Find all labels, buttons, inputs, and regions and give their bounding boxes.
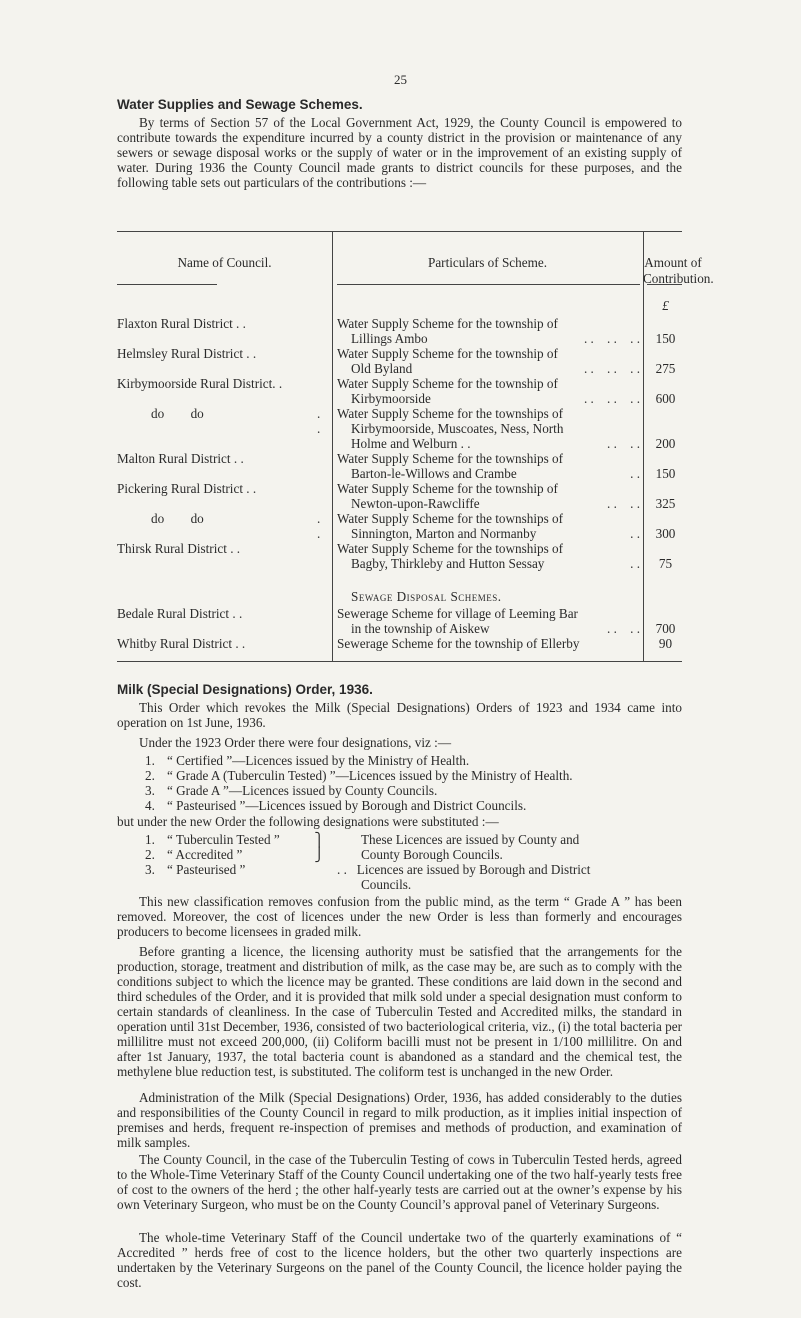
water-intro: By terms of Section 57 of the Local Government Act, 1929, the County Council is empowered to contribute towards the expenditure incurred by a county district in the provision or maintenance of any sewers or sewage disposal works or the supply of water or in the improvement of an existing supply of water. During 1936 the County Council made grants to district councils for these purposes, and the following table sets out particulars of the contributions :— [117,115,682,190]
table-row-name: Bedale Rural District . . [117,606,243,621]
table-row-name: Pickering Rural District . . [117,481,257,496]
table-row-name: do do . . [151,511,321,541]
particulars-line: Water Supply Scheme for the townships of [337,406,564,421]
header-name: Name of Council. [177,255,272,270]
table-row-amount: 200 [655,436,676,451]
particulars-line: Newton-upon-Rawcliffe . . . . [351,496,640,511]
column-divider-1 [332,231,333,661]
table-top-rule [117,231,682,232]
particulars-line: Barton-le-Willows and Crambe . . [351,466,640,481]
currency-symbol: £ [662,298,669,313]
milk-paragraph-6: Administration of the Milk (Special Designations) Order, 1936, has added considerably to the duties and responsibilities of the County Council in regard to milk production, as it implies initial inspection of premises and herds, frequent re-inspection of premises and methods of production, and examination of milk samples. [117,1090,682,1150]
table-row-amount: 90 [658,636,673,651]
particulars-line: Kirbymoorside, Muscoates, Ness, North [351,421,564,436]
table-row-particulars [337,511,640,541]
table-row-amount: 700 [655,621,676,636]
list-item: 2. “ Accredited ” ⎭ County Borough Councils. [145,847,503,862]
particulars-line: Water Supply Scheme for the townships of [337,451,564,466]
milk-paragraph-2: Under the 1923 Order there were four designations, viz :— [139,735,452,750]
header-particulars: Particulars of Scheme. [427,255,548,270]
table-row-amount: 150 [655,331,676,346]
table-row-particulars [337,406,640,451]
list-item: 3. “ Pasteurised ” . . Licences are issued by Borough and District [145,862,591,877]
table-row-amount: 150 [655,466,676,481]
water-heading: Water Supplies and Sewage Schemes. [117,97,363,112]
table-bottom-rule [117,661,682,662]
table-row-amount: 600 [655,391,676,406]
table-row-particulars [337,376,640,406]
particulars-line: Sewerage Scheme for village of Leeming Bar [337,606,578,621]
table-row-particulars [337,316,640,346]
table-row-particulars [337,346,640,376]
particulars-line: Old Byland . . . . . . [351,361,640,376]
list-item: 2. “ Grade A (Tuberculin Tested) ”—Licences issued by the Ministry of Health. [145,768,573,783]
table-row-amount: 275 [655,361,676,376]
particulars-line: Water Supply Scheme for the townships of [337,541,564,556]
milk-paragraph-3: but under the new Order the following designations were substituted :— [117,814,499,829]
table-row-particulars [337,541,640,571]
particulars-line: Water Supply Scheme for the township of [337,316,558,331]
table-row-particulars [337,606,640,636]
table-row-name: Thirsk Rural District . . [117,541,241,556]
old-designations-list [145,753,573,813]
list-item: Councils. [361,877,412,892]
milk-paragraph-7: The County Council, in the case of the Tuberculin Testing of cows in Tuberculin Tested herds, agreed to the Whole-Time Veterinary Staff of the County Council undertaking one of the two half-yearly tests free of cost to the owners of the herd ; the other half-yearly tests are carried out at the owner’s expense by his own Veterinary Surgeon, who must be on the County Council’s approval panel of Veterinary Surgeons. [117,1152,682,1212]
header-rule-left [117,284,217,285]
list-item: 3. “ Grade A ”—Licences issued by County Councils. [145,783,438,798]
particulars-line: Kirbymoorside . . . . . . [351,391,640,406]
table-row-name: Kirbymoorside Rural District. . [117,376,283,391]
particulars-line: Water Supply Scheme for the townships of [337,511,564,526]
particulars-line: Bagby, Thirkleby and Hutton Sessay . . [351,556,640,571]
table-row-amount: 75 [658,556,673,571]
milk-paragraph-1: This Order which revokes the Milk (Special Designations) Orders of 1923 and 1934 came into operation on 1st June, 1936. [117,700,682,730]
particulars-line: Sewerage Scheme for the township of Ellerby [337,636,580,651]
table-row-name: Whitby Rural District . . [117,636,246,651]
particulars-line: Water Supply Scheme for the township of [337,346,558,361]
particulars-line: in the township of Aiskew . . . . [351,621,640,636]
header-rule-mid [337,284,640,285]
table-row-name: Flaxton Rural District . . [117,316,246,331]
milk-paragraph-8: The whole-time Veterinary Staff of the Council undertake two of the quarterly examinations of “ Accredited ” herds free of cost to the licence holders, but the other two quarterly inspections are undertaken by the Veterinary Surgeons on the panel of the County Council, the licence holder paying the cost. [117,1230,682,1290]
table-row-amount: 325 [655,496,676,511]
sewage-heading: Sewage Disposal Schemes. [351,589,502,604]
table-row-name: Malton Rural District . . [117,451,244,466]
contributions-table [117,231,714,661]
header-amount: Amount of Contribution. [643,255,714,286]
table-row-amount: 300 [655,526,676,541]
particulars-line: Water Supply Scheme for the township of [337,376,558,391]
table-row-name: do do . . [151,406,321,436]
particulars-line: Holme and Welburn . . . . . . [351,436,640,451]
milk-paragraph-4: This new classification removes confusion from the public mind, as the term “ Grade A ” has been removed. Moreover, the cost of licences under the new Order is less than formerly and encourages producers to become licensees in graded milk. [117,894,682,939]
particulars-line: Lillings Ambo . . . . . . [351,331,640,346]
page-number: 25 [394,72,407,87]
list-item: 4. “ Pasteurised ”—Licences issued by Borough and District Councils. [145,798,527,813]
new-designations-list [145,832,682,892]
table-row-name: Helmsley Rural District . . [117,346,257,361]
table-row-particulars [337,481,640,511]
table-row-particulars [337,451,640,481]
particulars-line: Sinnington, Marton and Normanby . . [351,526,640,541]
list-item: 1. “ Tuberculin Tested ” ⎫ These Licences are issued by County and [145,832,580,847]
table-row-particulars [337,636,640,651]
milk-heading: Milk (Special Designations) Order, 1936. [117,682,373,697]
list-item: 1. “ Certified ”—Licences issued by the Ministry of Health. [145,753,470,768]
column-divider-2 [643,231,644,661]
milk-paragraph-5: Before granting a licence, the licensing authority must be satisfied that the arrangements for the production, storage, treatment and distribution of milk, as the case may be, are such as to comply with the conditions subject to which the licence may be granted. These conditions are laid down in the second and third schedules of the Order, and it is provided that milk sold under a special designation must conform to certain standards of cleanliness. In the case of Tuberculin Tested and Accredited milks, the standard in operation until 31st December, 1936, consisted of two bacteriological criteria, viz., (i) the total bacteria per millilitre must not exceed 200,000, (ii) Coliform bacilli must not be present in 1/100 millilitre. On and after 1st January, 1937, the total bacteria count is abandoned as a standard and the chemical test, the methylene blue reduction test, is substituted. The coliform test is unchanged in the new Order. [117,944,682,1079]
particulars-line: Water Supply Scheme for the township of [337,481,558,496]
